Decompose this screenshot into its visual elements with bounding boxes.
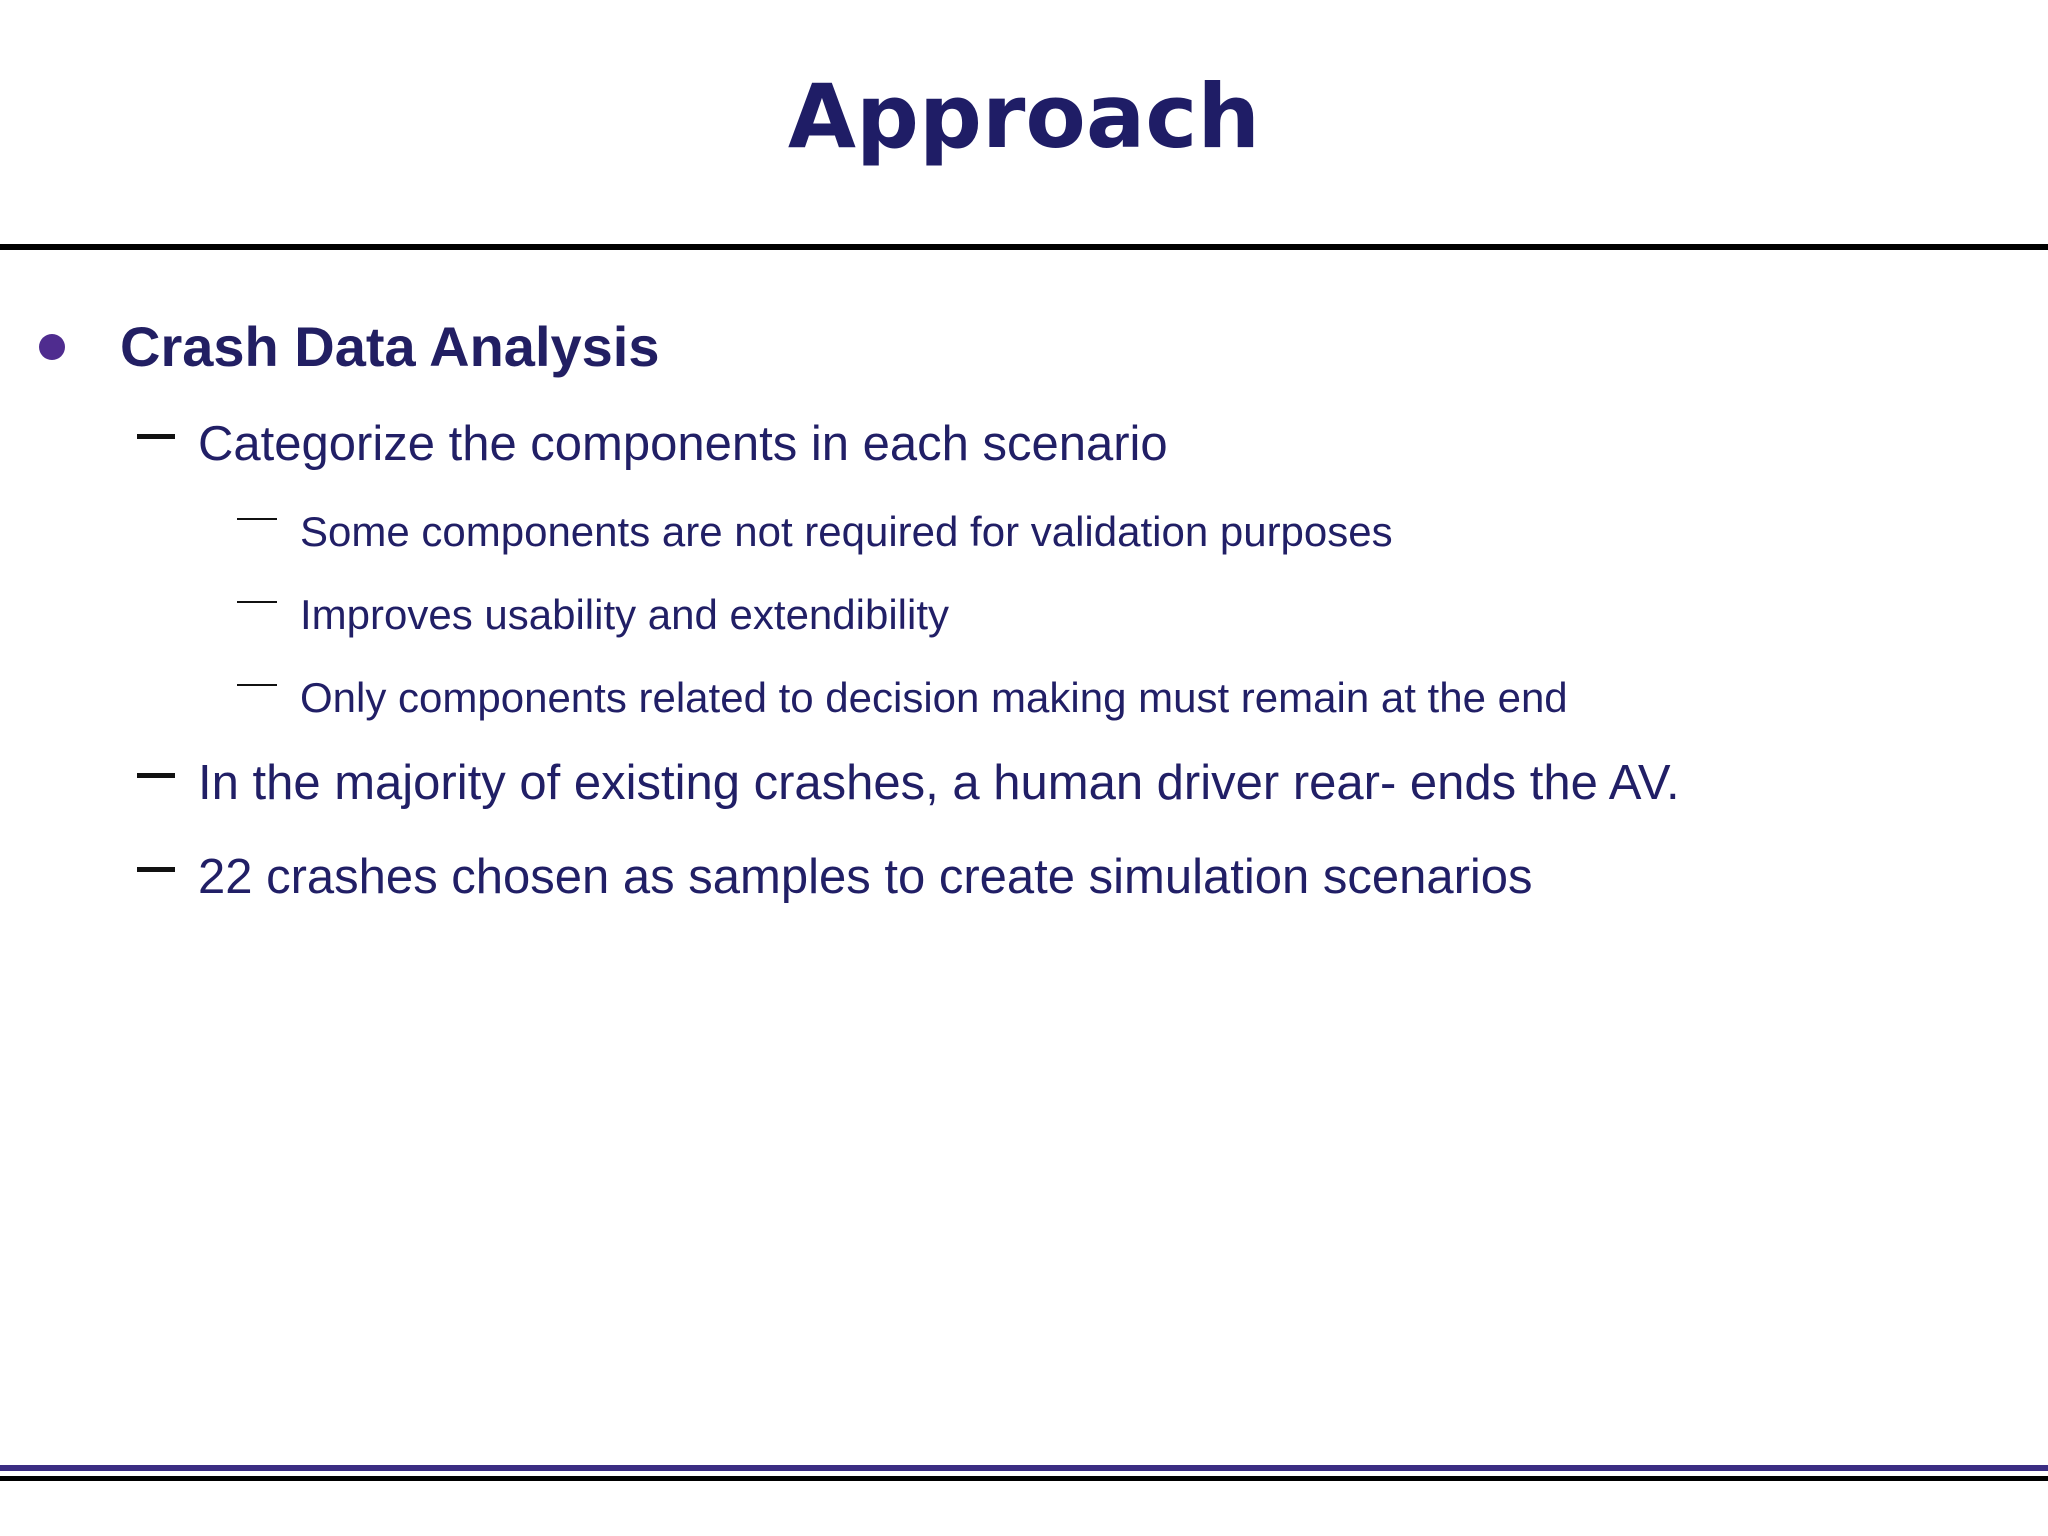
bullet-dot-icon	[39, 334, 65, 360]
dash-icon	[237, 601, 277, 603]
dash-icon	[137, 434, 175, 439]
bullet-text: Only components related to decision making must remain at the end	[300, 674, 1568, 721]
slide-title: Approach	[787, 65, 1261, 168]
bullet-level-2	[0, 845, 2048, 909]
footer-rule	[0, 1476, 2048, 1481]
bullet-level-3	[0, 587, 2048, 643]
footer-accent-rule	[0, 1465, 2048, 1471]
bullet-text: Improves usability and extendibility	[300, 591, 949, 638]
bullet-text: In the majority of existing crashes, a human driver rear- ends the AV.	[198, 756, 1680, 810]
dash-icon	[137, 867, 175, 872]
bullet-level-2	[0, 751, 2048, 815]
bullet-level-2	[0, 412, 2048, 476]
dash-icon	[137, 773, 175, 778]
dash-icon	[237, 518, 277, 520]
dash-icon	[237, 684, 277, 686]
bullet-text: Crash Data Analysis	[120, 315, 660, 378]
bullet-level-3	[0, 504, 2048, 560]
bullet-level-3	[0, 670, 2048, 726]
bullet-text: 22 crashes chosen as samples to create simulation scenarios	[198, 850, 1533, 904]
bullet-level-1	[0, 312, 2048, 382]
bullet-text: Some components are not required for validation purposes	[300, 508, 1393, 555]
bullet-text: Categorize the components in each scenario	[198, 417, 1168, 471]
